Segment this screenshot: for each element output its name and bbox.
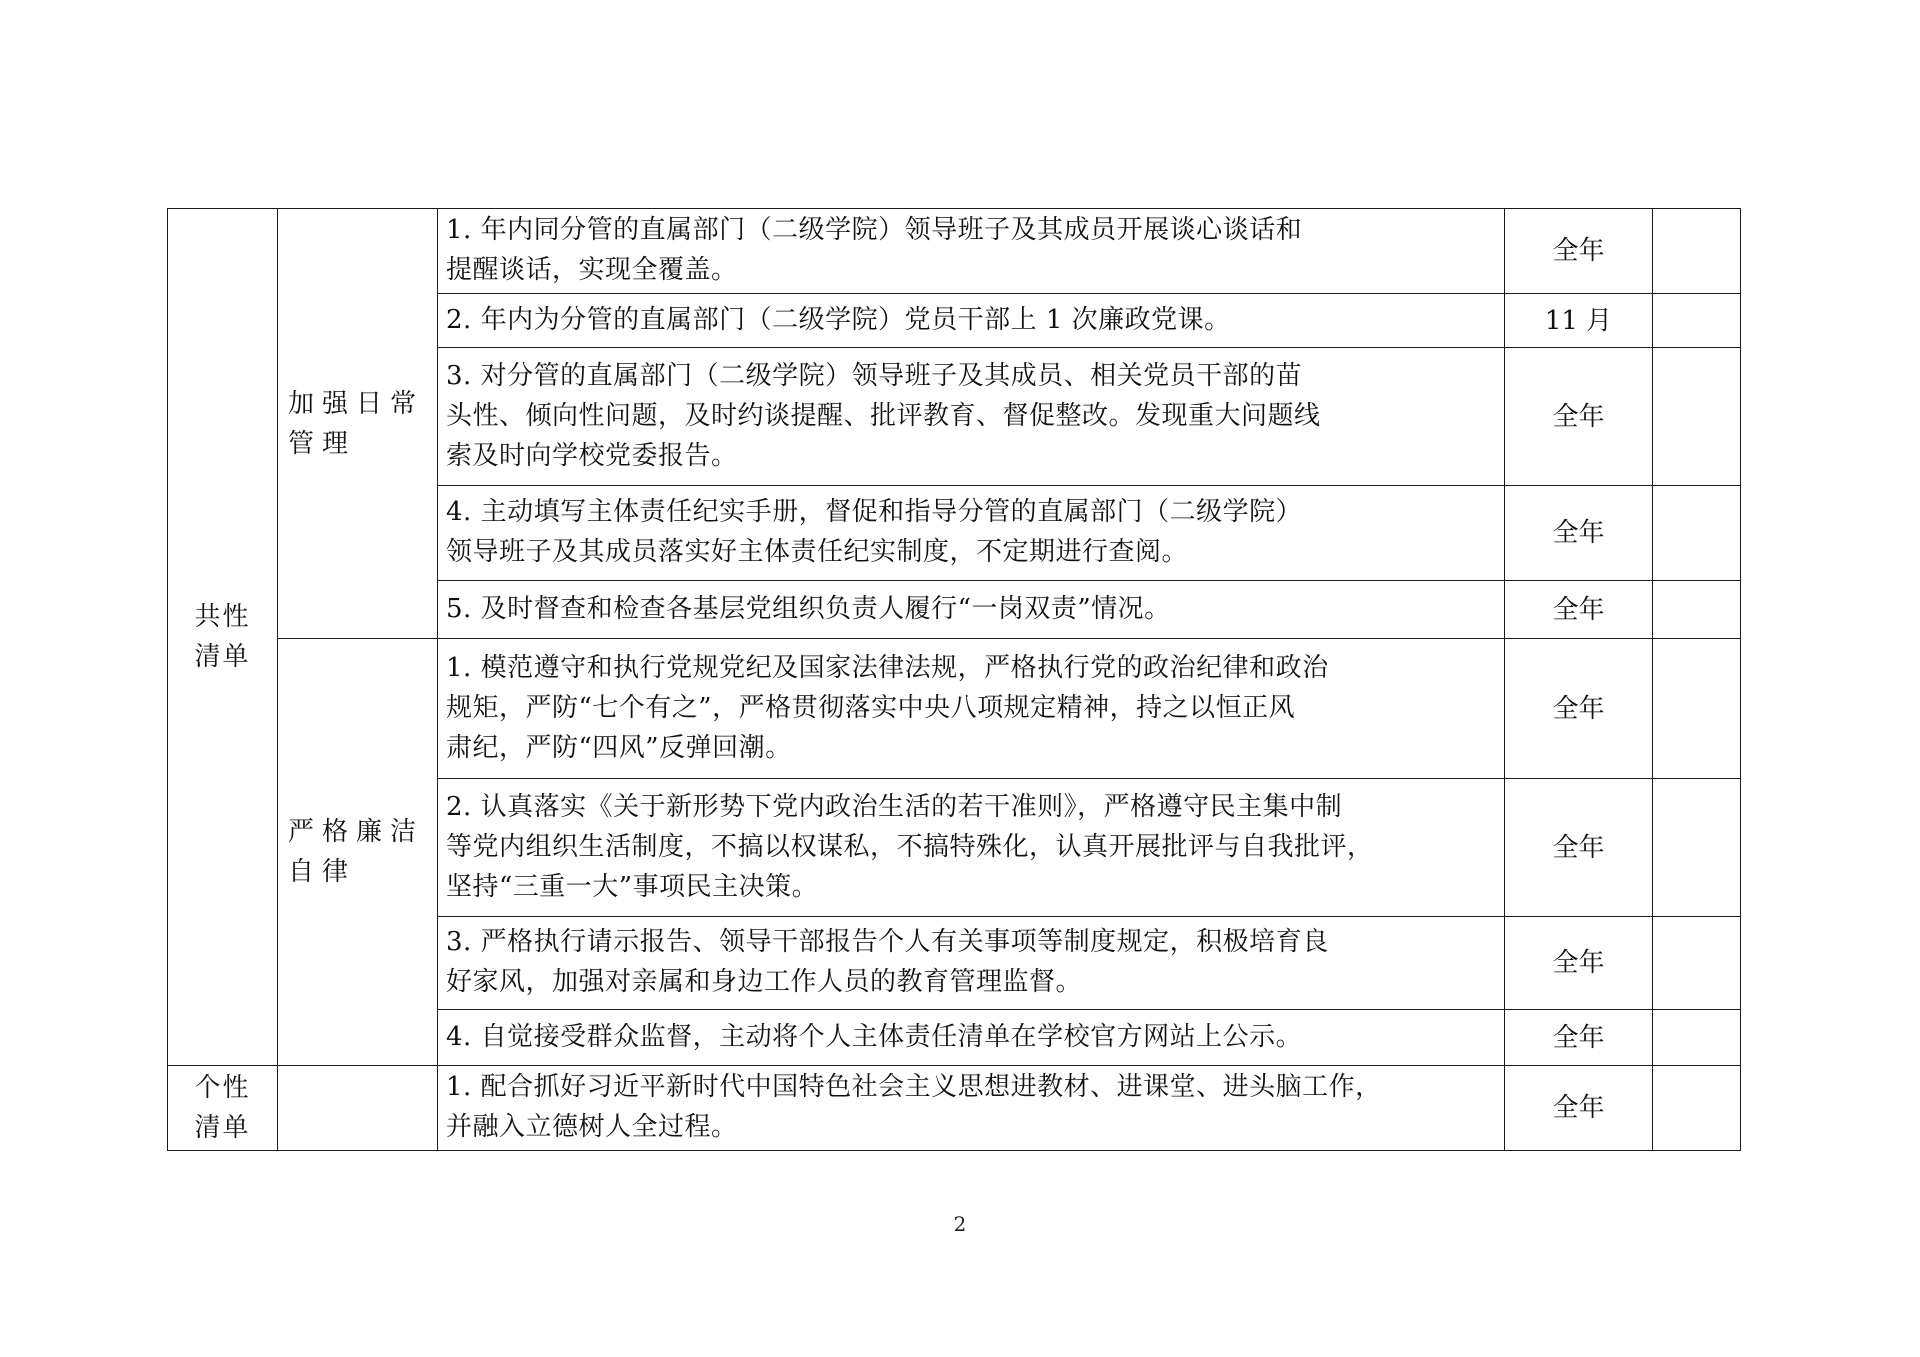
task-time-cell: 11 月 — [1505, 294, 1653, 348]
task-content-cell: 1. 模范遵守和执行党规党纪及国家法律法规，严格执行党的政治纪律和政治 规矩，严防“七个有之”，严格贯彻落实中央八项规定精神，持之以恒正风 肃纪，严防“四风”反弹回潮。 — [438, 639, 1505, 779]
task-note-cell — [1653, 581, 1741, 639]
task-time-cell: 全年 — [1505, 779, 1653, 917]
task-note-cell — [1653, 486, 1741, 581]
task-note-cell — [1653, 1010, 1741, 1066]
category-cell-individual: 个性 清单 — [168, 1066, 278, 1151]
task-time-cell: 全年 — [1505, 1066, 1653, 1151]
task-time-cell: 全年 — [1505, 348, 1653, 486]
subcategory-cell-self-discipline: 严格廉洁 自律 — [278, 639, 438, 1066]
task-note-cell — [1653, 209, 1741, 294]
responsibility-list-table — [167, 208, 1741, 1151]
task-time-cell: 全年 — [1505, 917, 1653, 1010]
task-content-cell: 3. 严格执行请示报告、领导干部报告个人有关事项等制度规定，积极培育良 好家风，加强对亲属和身边工作人员的教育管理监督。 — [438, 917, 1505, 1010]
task-note-cell — [1653, 779, 1741, 917]
task-time-cell: 全年 — [1505, 486, 1653, 581]
task-content-cell: 5. 及时督查和检查各基层党组织负责人履行“一岗双责”情况。 — [438, 581, 1505, 639]
task-content-cell: 3. 对分管的直属部门（二级学院）领导班子及其成员、相关党员干部的苗 头性、倾向性问题，及时约谈提醒、批评教育、督促整改。发现重大问题线 索及时向学校党委报告。 — [438, 348, 1505, 486]
task-time-cell: 全年 — [1505, 209, 1653, 294]
task-time-cell: 全年 — [1505, 639, 1653, 779]
task-content-cell: 2. 年内为分管的直属部门（二级学院）党员干部上 1 次廉政党课。 — [438, 294, 1505, 348]
task-content-cell: 4. 主动填写主体责任纪实手册，督促和指导分管的直属部门（二级学院） 领导班子及其成员落实好主体责任纪实制度，不定期进行查阅。 — [438, 486, 1505, 581]
category-cell-common: 共性 清单 — [168, 209, 278, 1066]
task-note-cell — [1653, 348, 1741, 486]
task-time-cell: 全年 — [1505, 1010, 1653, 1066]
table-row — [168, 1066, 1741, 1151]
page-number: 2 — [953, 1212, 967, 1236]
task-note-cell — [1653, 1066, 1741, 1151]
task-content-cell: 2. 认真落实《关于新形势下党内政治生活的若干准则》，严格遵守民主集中制 等党内组织生活制度，不搞以权谋私，不搞特殊化，认真开展批评与自我批评， 坚持“三重一大”事项民主决策。 — [438, 779, 1505, 917]
subcategory-cell-empty — [278, 1066, 438, 1151]
table-row — [168, 209, 1741, 294]
task-note-cell — [1653, 294, 1741, 348]
subcategory-cell-daily-management: 加强日常 管理 — [278, 209, 438, 639]
task-content-cell: 1. 配合抓好习近平新时代中国特色社会主义思想进教材、进课堂、进头脑工作， 并融入立德树人全过程。 — [438, 1066, 1505, 1151]
task-note-cell — [1653, 639, 1741, 779]
task-note-cell — [1653, 917, 1741, 1010]
task-time-cell: 全年 — [1505, 581, 1653, 639]
task-content-cell: 1. 年内同分管的直属部门（二级学院）领导班子及其成员开展谈心谈话和 提醒谈话，实现全覆盖。 — [438, 209, 1505, 294]
table-row — [168, 639, 1741, 779]
task-content-cell: 4. 自觉接受群众监督，主动将个人主体责任清单在学校官方网站上公示。 — [438, 1010, 1505, 1066]
